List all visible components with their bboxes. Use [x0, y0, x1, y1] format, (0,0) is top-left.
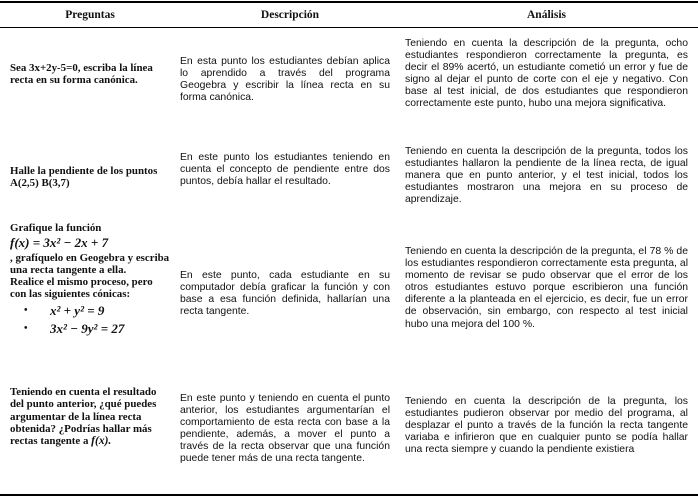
- row2-description: En este punto los estudiantes teniendo en cuenta el concepto de pendiente entre dos puntos, debía hallar el resultado.: [180, 152, 390, 188]
- row4-question: [10, 386, 170, 447]
- row1-description: En esta punto los estudiantes debían aplica lo aprendido a través del programa Geogebra y escribir la línea recta en su forma canónica.: [180, 56, 390, 104]
- row1-analysis: Teniendo en cuenta la descripción de la pregunta, ocho estudiantes respondieron correctamente la pregunta, es decir el 89% acertó, un estudiante cometió un error y fue de signo al dejar el punto de corte con el eje y negativo. Con base al test inicial, de dos estudiantes que respondieron correctamente este punto, hubo una mejora significativa.: [405, 38, 688, 110]
- hyperbola-equation: 3x² − 9y² = 27: [50, 321, 125, 337]
- row3-question: [10, 222, 170, 335]
- table-bottom-rule: [0, 494, 698, 496]
- header-preguntas: Preguntas: [65, 9, 115, 21]
- row2-question: Halle la pendiente de los puntos A(2,5) B(3,7): [10, 165, 158, 190]
- row3-analysis: Teniendo en cuenta la descripción de la pregunta, el 78 % de los estudiantes respondieron correctamente esta pregunta, al momento de revisar se pudo observar que el error de los otros estudiantes estuvo porque escribieron una función diferente a la planteada en el ejercicio, es decir, fue un error de observación, sin embargo, con respecto al test inicial hubo una mejora del 100 %.: [405, 246, 688, 330]
- row4-description: En este punto y teniendo en cuenta el punto anterior, los estudiantes argumentarían el comportamiento de esta recta con base a la pendiente, además, a mover el punto a través de la recta observar que una función puede tener más de una recta tangente.: [180, 393, 390, 465]
- circle-equation: x² + y² = 9: [50, 302, 105, 318]
- header-rule: [0, 27, 698, 28]
- bullet-dot: •: [24, 323, 28, 335]
- row4-analysis: Teniendo en cuenta la descripción de la pregunta, los estudiantes pudieron observar por medio del programa, al desplazar el punto a través de la función la recta tangente variaba e infirieron que en cualquier punto se podía hallar una recta siempre y cuando la pendiente existiera: [405, 396, 688, 456]
- row4-question-text: Teniendo en cuenta el resultado del punto anterior, ¿qué puedes argumentar de la línea recta obtenida? ¿Podrías hallar más rectas tangente a: [10, 386, 157, 448]
- row1-question: Sea 3x+2y-5=0, escriba la línea recta en su forma canónica.: [10, 62, 153, 87]
- row2-analysis: Teniendo en cuenta la descripción de la pregunta, todos los estudiantes hallaron la pendiente de la línea recta, de igual manera que en punto anterior, y el test inicial, todos los estudiantes mostraron una mejora en su proceso de aprendizaje.: [405, 146, 688, 206]
- row4-function-formula: f(x).: [91, 435, 112, 448]
- header-descripcion: Descripción: [260, 9, 320, 21]
- row3-description: En este punto, cada estudiante en su computador debía graficar la función y con base a esa función definida, hallarían una recta tangente.: [180, 270, 390, 318]
- bullet-dot: •: [24, 304, 28, 316]
- row3-bullet-circle: [24, 302, 170, 318]
- table-top-rule: [0, 1, 698, 3]
- row3-bullet-hyperbola: [24, 323, 170, 335]
- row3-question-body: , grafíquelo en Geogebra y escriba una recta tangente a ella.: [10, 251, 170, 276]
- row3-function-formula: f(x) = 3x² − 2x + 7: [10, 235, 109, 251]
- row3-question-intro: Grafique la función: [10, 222, 102, 234]
- row3-question-conics: Realice el mismo proceso, pero con las siguientes cónicas:: [10, 276, 153, 301]
- header-analisis: Análisis: [527, 9, 566, 21]
